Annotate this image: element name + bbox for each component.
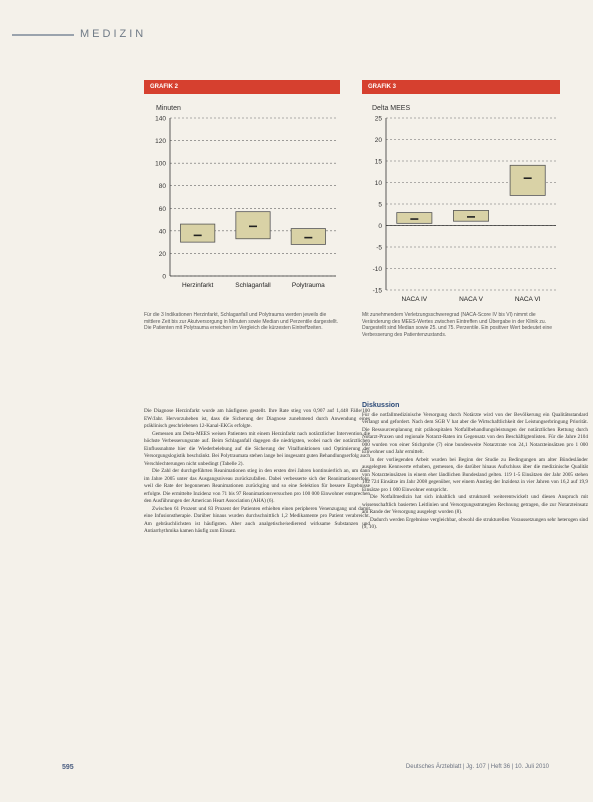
paragraph: Zwischen 61 Prozent und 83 Prozent der Patienten erhielten einen peripheren Venenzugang und damit eine Infusionstherapie. Darüber hinaus wurden durchschnittlich 1,2 Medikamente pro Patient verabreicht. Am gebräuchlichsten ist häufigsten. Aber auch analgetische/sedierend wirksame Substanzen und Antiarrhythmika kamen häufig zum Einsatz. xyxy=(144,505,370,534)
paragraph: Die Zahl der durchgeführten Reanimationen stieg in den ersten drei Jahren kontinuierlich an, um dann im Jahre 2005 unter das Ausgangsniveau zurückzufallen. Dabei verbesserte sich der Reanimationserfolg, weil die Rate der begonnenen Reanimationen zurückging und so eine Selektion für bessere Ergebnisse erfolgte. Die ermittelte Inzidenz von 71 bis 97 Reanimationsversuchen pro 100 000 Einwohner entsprechen den Ausführungen der American Heart Association (AHA) (6). xyxy=(144,468,370,504)
x-tick-label: NACA V xyxy=(459,296,483,303)
box xyxy=(397,213,432,224)
page-number: 595 xyxy=(62,764,74,771)
y-tick-label: 100 xyxy=(155,160,166,168)
figure-2-badge: GRAFIK 2 xyxy=(144,80,340,94)
text-column-left xyxy=(144,408,370,536)
section-title: MEDIZIN xyxy=(80,28,147,40)
box xyxy=(181,224,215,242)
paragraph: Die Diagnose Herzinfarkt wurde am häufigsten gestellt. Ihre Rate stieg von 0,907 auf 1,448 Fälle/100 EW/Jahr. Hervorzuheben ist, dass die Sicherung der Diagnose zunehmend durch Anwendung eines präklinisch geschriebenen 12-Kanal-EKGs erfolgte. xyxy=(144,408,370,429)
y-tick-label: -10 xyxy=(372,266,382,273)
section-heading: Diskussion xyxy=(362,402,400,409)
y-tick-label: 80 xyxy=(158,183,166,191)
figure-3-chart xyxy=(362,98,560,308)
box xyxy=(291,229,325,245)
header-rule xyxy=(12,34,74,36)
figure-3-caption: Mit zunehmendem Verletzungsschweregrad (NACA-Score IV bis VI) nimmt die Veränderung des MEES-Wertes zwischen Eintreffen und Übergabe in der Klinik zu. Dargestellt sind Median sowie 25. und 75. Perzentile. Ein positiver Wert bedeutet eine Verbesserung des Patientenzustands. xyxy=(362,312,553,338)
paragraph: In der vorliegenden Arbeit wurden bei Beginn der Studie zu Bedingungen am alter Bündesländer ausgelegten Kennwerte erhoben, gemessen, die darüber hinaus Aufschluss über die medizinische Qualität von Notarzteinsätzen in einem eher ländlichen Bundesland gelten. 119 1-5 Einsätzen der Jahr 2005 stehen 162 724 Einsätze im Jahr 2008 gegenüber, wer einem Anstieg der Inzidenz in vier Jahren von 16,2 auf 19,9 Einsätze pro 1 000 Einwohner entspricht. xyxy=(362,456,588,493)
y-tick-label: 20 xyxy=(374,137,382,144)
journal-citation: Deutsches Ärzteblatt | Jg. 107 | Heft 36 | 10. Juli 2010 xyxy=(405,764,549,770)
y-tick-label: 140 xyxy=(155,115,166,123)
paragraph: Dadurch werden Ergebnisse vergleichbar, obwohl die strukturellen Voraussetzungen sehr heterogen sind (9, 10). xyxy=(362,516,588,530)
page-footer xyxy=(0,764,593,776)
y-tick-label: 5 xyxy=(378,201,382,209)
x-tick-label: NACA IV xyxy=(401,296,428,303)
x-tick-label: Herzinfarkt xyxy=(181,282,214,289)
y-axis-label: Minuten xyxy=(156,105,181,112)
paragraph: Gemessen am Delta-MEES weisen Patienten mit einem Herzinfarkt nach notärztlicher Intervention die höchste Verbesserungsrate auf. Beim Schlaganfall dagegen die niedrigsten, wobei nach der notärztlichen Einflussnahme hier die Wiederbelebung auf die Sicherung der Vitalfunktionen und Optimierung der Versorgungslogistik beschränkt. Bei Polytraumata stehen lange bei insgesamt guten Behandlungserfolg auch Verschlechterungen nicht unbedingt (Tabelle 2). xyxy=(144,430,370,467)
x-tick-label: Schlaganfall xyxy=(235,282,271,289)
y-tick-label: 10 xyxy=(374,180,382,187)
figure-2-chart xyxy=(144,98,340,308)
y-tick-label: 15 xyxy=(374,158,382,166)
box xyxy=(236,212,270,239)
y-tick-label: -5 xyxy=(376,244,382,252)
y-tick-label: -15 xyxy=(372,287,382,295)
y-tick-label: 20 xyxy=(158,250,166,258)
figure-2-caption: Für die 3 Indikationen Herzinfarkt, Schlaganfall und Polytrauma werden jeweils die mittlere Zeit bis zur Akutversorgung in Minuten sowie Median und Perzentile dargestellt. Die Patienten mit Polytrauma erreichen im Vergleich die kürzesten Eintreffzeiten. xyxy=(144,312,338,331)
y-tick-label: 25 xyxy=(374,115,382,123)
box xyxy=(510,165,545,195)
figure-2 xyxy=(144,80,340,308)
box xyxy=(453,210,488,221)
y-tick-label: 0 xyxy=(162,273,166,281)
paragraph: Für die notfallmedizinische Versorgung durch Notärzte wird von der Bevölkerung ein Qualitätsstandard verlangt und gefordert. Nach dem SGB V hat aber die Wirtschaftlichkeit der Leistungserbringung Priorität. Die Ressourcenplanung mit prähospitalen Notfallbehandlungsleistungen der notärztlichen Rettung durch Notarzt-Praxen und regionale Notarzt-Raten im Gegensatz von den Beschäftigtenlisten. Für die Jahre 2104 000 wurden von einer Stichprobe (7) eine bundesweite Notarztrate von 24,1 Notarzteinsätzen pro 1 000 Einwohner und Jahr ermittelt. xyxy=(362,411,588,455)
figure-3 xyxy=(362,80,560,308)
text-column-right xyxy=(362,402,588,532)
y-tick-label: 0 xyxy=(378,223,382,230)
y-axis-label: Delta MEES xyxy=(372,105,411,112)
y-tick-label: 60 xyxy=(158,205,166,213)
page-header xyxy=(0,26,593,44)
x-tick-label: Polytrauma xyxy=(291,282,325,289)
y-tick-label: 120 xyxy=(155,138,166,146)
y-tick-label: 40 xyxy=(158,228,166,236)
paragraph: Die Notfallmedizin hat sich inhaltlich und strukturell weiterentwickelt und diesen Anspruch mit wissenschaftlich basierten Leitlinien und Versorgungsstrategien Rechnung getragen, die zur Notarzteinsatz am Rande der Versorgung ausgelegt worden (8). xyxy=(362,494,588,515)
x-tick-label: NACA VI xyxy=(514,296,541,303)
figure-3-badge: GRAFIK 3 xyxy=(362,80,560,94)
